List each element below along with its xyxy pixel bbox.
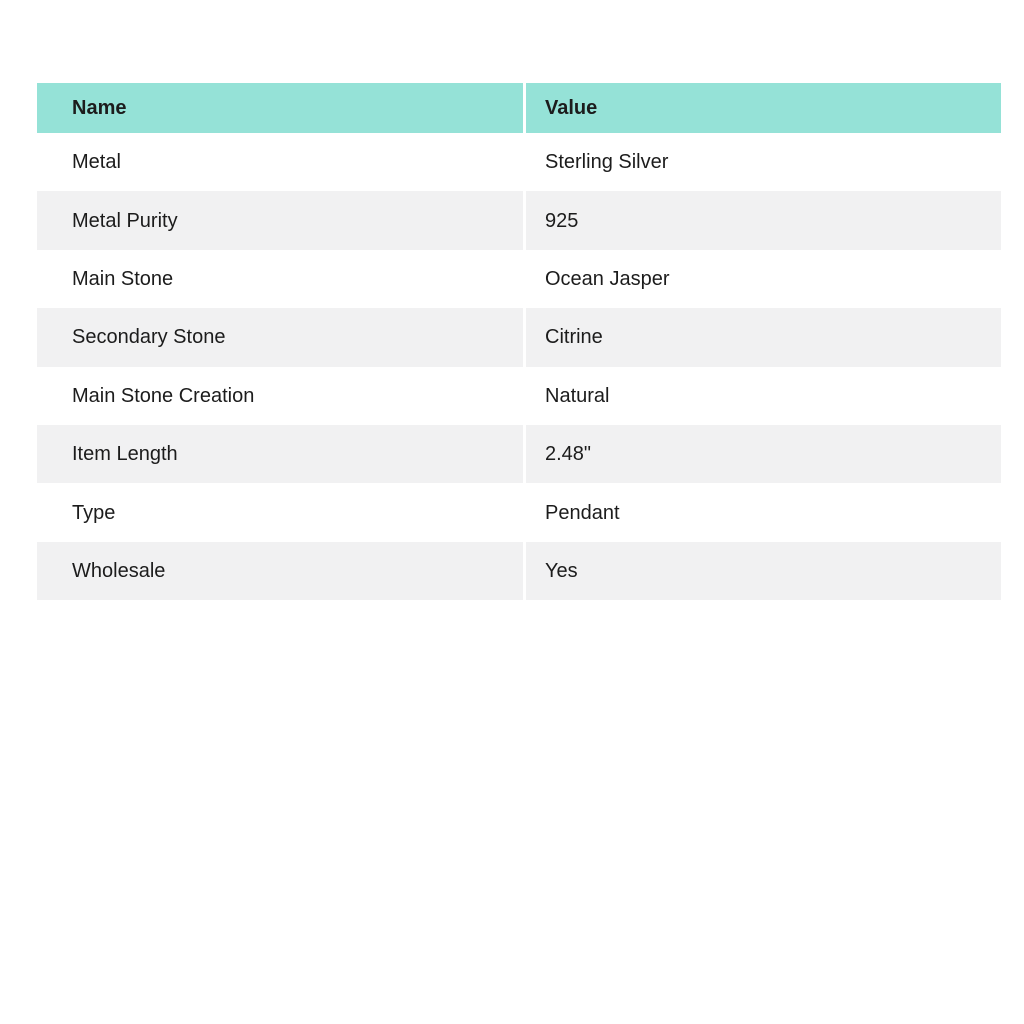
attribute-value-cell: Natural	[526, 367, 1001, 425]
attribute-name-cell: Main Stone	[37, 250, 523, 308]
attribute-value-cell: Citrine	[526, 308, 1001, 366]
attribute-name-cell: Metal	[37, 133, 523, 191]
product-spec-table	[37, 83, 1001, 600]
table-row	[37, 191, 1001, 249]
table-row	[37, 483, 1001, 541]
attribute-value-cell: Pendant	[526, 483, 1001, 541]
attribute-value-cell: Sterling Silver	[526, 133, 1001, 191]
column-header-value: Value	[526, 83, 1001, 133]
table-row	[37, 425, 1001, 483]
table-row	[37, 250, 1001, 308]
table-row	[37, 367, 1001, 425]
attribute-value-cell: Yes	[526, 542, 1001, 600]
column-header-name: Name	[37, 83, 523, 133]
table-header-row	[37, 83, 1001, 133]
attribute-value-cell: 925	[526, 191, 1001, 249]
attribute-value-cell: Ocean Jasper	[526, 250, 1001, 308]
table-row	[37, 308, 1001, 366]
table-body	[37, 133, 1001, 600]
attribute-name-cell: Secondary Stone	[37, 308, 523, 366]
table-row	[37, 133, 1001, 191]
attribute-name-cell: Type	[37, 483, 523, 541]
attribute-name-cell: Wholesale	[37, 542, 523, 600]
attribute-name-cell: Item Length	[37, 425, 523, 483]
attribute-name-cell: Metal Purity	[37, 191, 523, 249]
attribute-value-cell: 2.48"	[526, 425, 1001, 483]
table-row	[37, 542, 1001, 600]
attribute-name-cell: Main Stone Creation	[37, 367, 523, 425]
